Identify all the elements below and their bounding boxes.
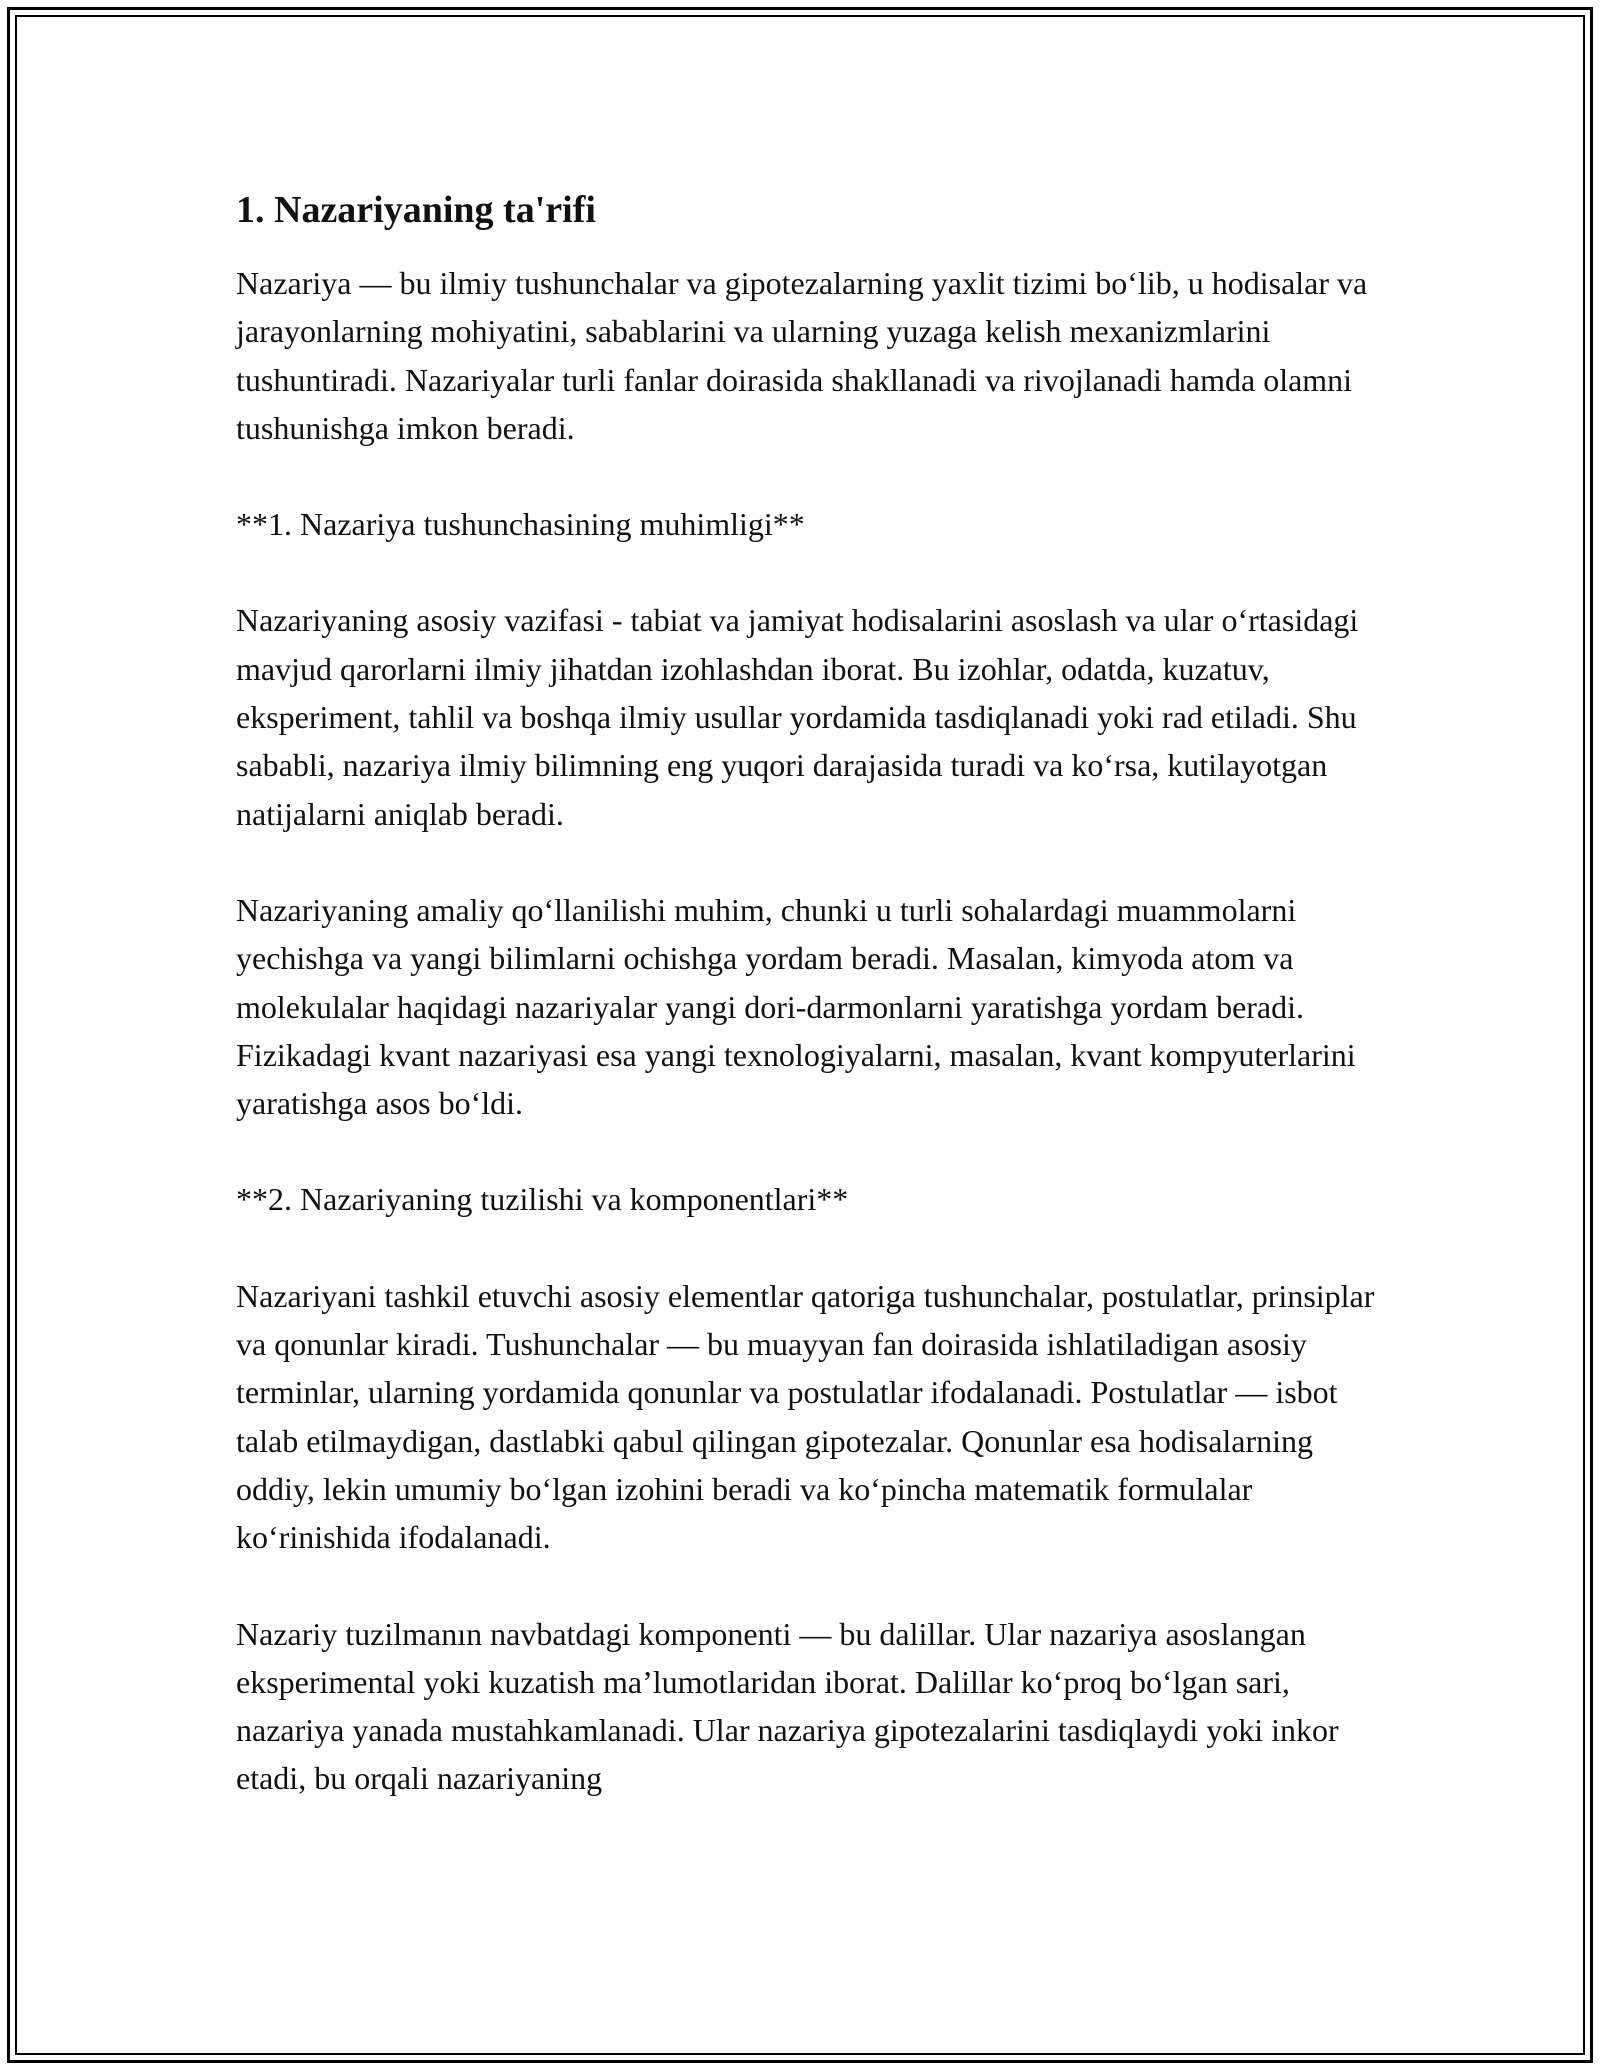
subheading-structure: **2. Nazariyaning tuzilishi va komponentlari**	[236, 1181, 849, 1218]
subheading-importance: **1. Nazariya tushunchasining muhimligi**	[236, 506, 805, 543]
paragraph-elements: Nazariyani tashkil etuvchi asosiy elementlar qatoriga tushunchalar, postulatlar, prinsiplar va qonunlar kiradi. Tushunchalar — bu muayyan fan doirasida ishlatiladigan asosiy terminlar, ularning yordamida qonunlar va postulatlar ifodalanadi. Postulatlar — isbot talab etilmaydigan, dastlabki qabul qilingan gipotezalar. Qonunlar esa hodisalarning oddiy, lekin umumiy bo‘lgan izohini beradi va ko‘pincha matematik formulalar ko‘rinishida ifodalanadi.	[236, 1277, 1375, 1556]
paragraph-main-task: Nazariyaning asosiy vazifasi - tabiat va jamiyat hodisalarini asoslash va ular o‘rtasidagi mavjud qarorlarni ilmiy jihatdan izohlashdan iborat. Bu izohlar, odatda, kuzatuv, eksperiment, tahlil va boshqa ilmiy usullar yordamida tasdiqlanadi yoki rad etiladi. Shu sababli, nazariya ilmiy bilimning eng yuqori darajasida turadi va ko‘rsa, kutilayotgan natijalarni aniqlab beradi.	[236, 602, 1359, 832]
paragraph-practical-use: Nazariyaning amaliy qo‘llanilishi muhim, chunki u turli sohalardagi muammolarni yechishga va yangi bilimlarni ochishga yordam beradi. Masalan, kimyoda atom va molekulalar haqidagi nazariyalar yangi dori-darmonlarni yaratishga yordam beradi. Fizikadagi kvant nazariyasi esa yangi texnologiyalarni, masalan, kvant kompyuterlarini yaratishga asos bo‘ldi.	[236, 891, 1356, 1122]
section-title: 1. Nazariyaning ta'rifi	[236, 189, 596, 231]
paragraph-definition: Nazariya — bu ilmiy tushunchalar va gipotezalarning yaxlit tizimi bo‘lib, u hodisalar va jarayonlarning mohiyatini, sabablarini va ularning yuzaga kelish mexanizmlarini tushuntiradi. Nazariyalar turli fanlar doirasida shakllanadi va rivojlanadi hamda olamni tushunishga imkon beradi.	[236, 265, 1368, 446]
document-body	[236, 186, 1396, 1851]
paragraph-evidence: Nazariy tuzilmanın navbatdagi komponenti — bu dalillar. Ular nazariya asoslangan eksperimental yoki kuzatish ma’lumotlaridan iborat. Dalillar ko‘proq bo‘lgan sari, nazariya yanada mustahkamlanadi. Ular nazariya gipotezalarini tasdiqlaydi yoki inkor etadi, bu orqali nazariyaning	[236, 1615, 1339, 1797]
